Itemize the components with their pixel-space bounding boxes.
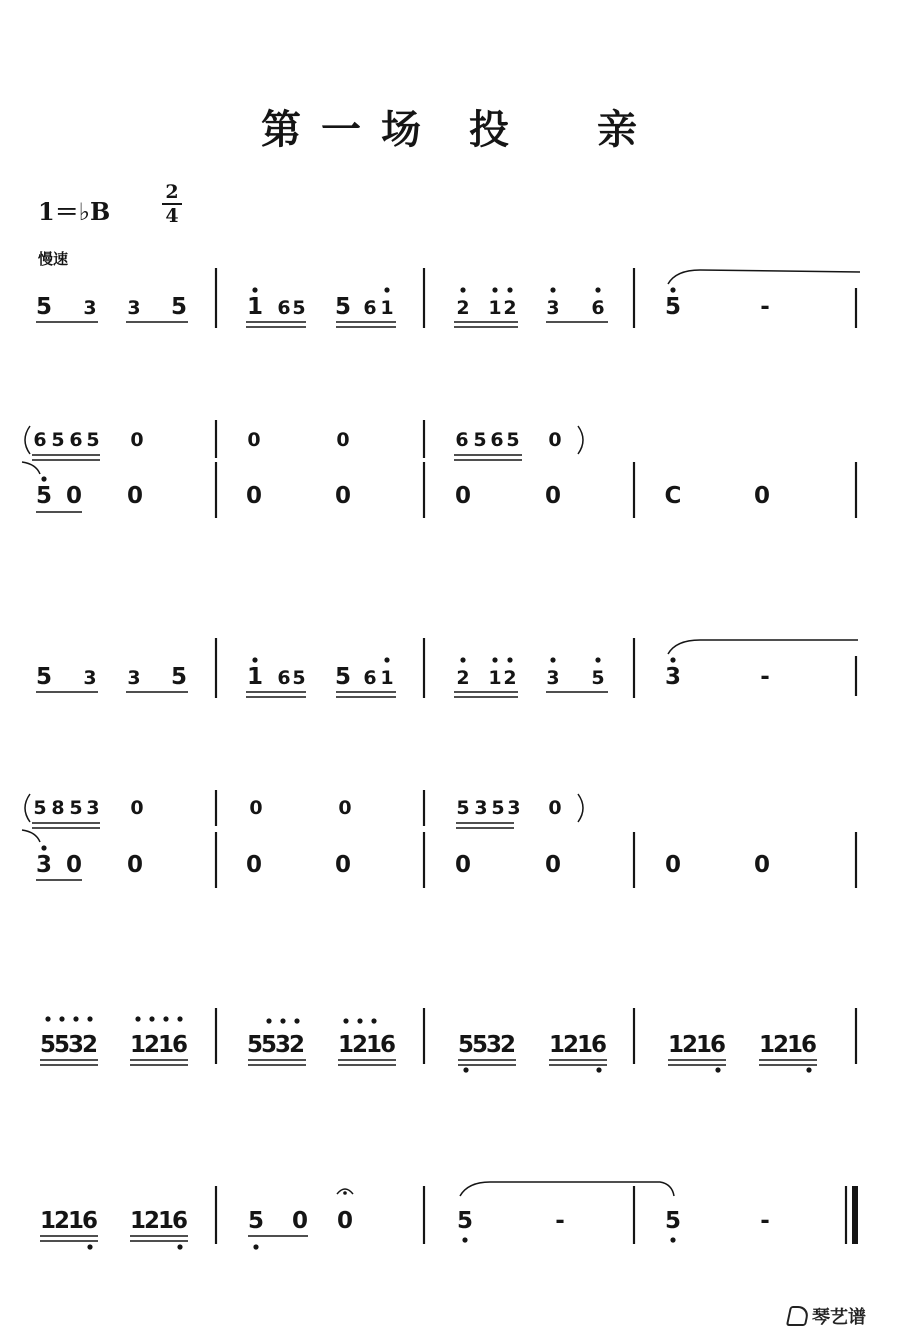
note-r1: 6 xyxy=(277,297,291,319)
title-char: 第 xyxy=(261,107,303,153)
note-r7: 6 xyxy=(379,1032,397,1058)
note-r7: 6 xyxy=(171,1032,189,1058)
note-r6: 0 xyxy=(753,852,771,878)
note-r4: 6 xyxy=(363,667,377,689)
note-r5: 5 xyxy=(69,797,83,819)
octave-dot xyxy=(384,287,389,292)
note-r7: 6 xyxy=(800,1032,818,1058)
note-r2: 6 xyxy=(33,429,47,451)
note-r7: 3 xyxy=(274,1032,292,1058)
grace-slur xyxy=(22,830,40,842)
note-r6: 0 xyxy=(454,852,472,878)
octave-dot xyxy=(343,1018,348,1023)
octave-dot xyxy=(41,845,46,850)
octave-dot xyxy=(715,1067,720,1072)
note-r3: 5 xyxy=(35,483,53,509)
note-r5: 5 xyxy=(33,797,47,819)
note-r3: 0 xyxy=(245,483,263,509)
note-r7: 2 xyxy=(772,1032,790,1058)
note-r1: 3 xyxy=(127,297,141,319)
note-r2: 6 xyxy=(69,429,83,451)
tie-arc xyxy=(668,270,860,284)
octave-dot xyxy=(41,476,46,481)
note-r1: 1 xyxy=(380,297,394,319)
note-r7: 2 xyxy=(143,1032,161,1058)
note-r4: 3 xyxy=(546,667,560,689)
note-r7: 2 xyxy=(499,1032,517,1058)
octave-dot xyxy=(163,1016,168,1021)
note-r1: 1 xyxy=(246,294,264,320)
note-r7: 2 xyxy=(81,1032,99,1058)
note-r1: 6 xyxy=(591,297,605,319)
octave-dot xyxy=(252,657,257,662)
note-r1: 5 xyxy=(35,294,53,320)
note-r8: - xyxy=(555,1208,565,1234)
note-r5: 0 xyxy=(548,797,562,819)
note-r1: 5 xyxy=(664,294,682,320)
note-r5: 5 xyxy=(456,797,470,819)
note-r3: 0 xyxy=(65,483,83,509)
note-r5: 8 xyxy=(51,797,65,819)
note-r7: 5 xyxy=(471,1032,489,1058)
note-r1: 3 xyxy=(83,297,97,319)
note-r2: 0 xyxy=(130,429,144,451)
octave-dot xyxy=(670,287,675,292)
grace-bracket-close xyxy=(578,794,583,822)
octave-dot xyxy=(87,1244,92,1249)
octave-dot xyxy=(550,287,555,292)
note-r5: 0 xyxy=(249,797,263,819)
octave-dot xyxy=(806,1067,811,1072)
note-r1: 5 xyxy=(170,294,188,320)
octave-dot xyxy=(149,1016,154,1021)
note-r1: 5 xyxy=(292,297,306,319)
note-r8: 2 xyxy=(143,1208,161,1234)
note-r1: 2 xyxy=(503,297,517,319)
note-r7: 6 xyxy=(590,1032,608,1058)
fermata-dot xyxy=(343,1191,347,1195)
note-r7: 1 xyxy=(157,1032,175,1058)
key-signature: 1＝♭B xyxy=(38,197,111,226)
note-r7: 1 xyxy=(695,1032,713,1058)
octave-dot xyxy=(280,1018,285,1023)
octave-dot xyxy=(294,1018,299,1023)
time-signature-bottom: 4 xyxy=(165,205,179,227)
note-r8: 5 xyxy=(247,1208,265,1234)
octave-dot xyxy=(177,1244,182,1249)
note-r7: 3 xyxy=(67,1032,85,1058)
note-r8: - xyxy=(760,1208,770,1234)
octave-dot xyxy=(595,657,600,662)
octave-dot xyxy=(45,1016,50,1021)
note-r3: 0 xyxy=(126,483,144,509)
note-r6: 0 xyxy=(664,852,682,878)
note-r1: - xyxy=(760,294,770,320)
note-r4: 3 xyxy=(83,667,97,689)
note-r2: 6 xyxy=(455,429,469,451)
note-r7: 5 xyxy=(457,1032,475,1058)
note-r3: 0 xyxy=(454,483,472,509)
note-r1: 6 xyxy=(363,297,377,319)
octave-dot xyxy=(384,657,389,662)
note-r2: 5 xyxy=(473,429,487,451)
title-char: 场 xyxy=(381,107,423,153)
logo-icon xyxy=(786,1306,810,1326)
note-r5: 3 xyxy=(474,797,488,819)
octave-dot xyxy=(670,1237,675,1242)
octave-dot xyxy=(595,287,600,292)
note-r4: 1 xyxy=(246,664,264,690)
note-r4: 3 xyxy=(127,667,141,689)
note-r7: 1 xyxy=(786,1032,804,1058)
note-r7: 6 xyxy=(709,1032,727,1058)
title-char: 投 xyxy=(469,107,511,153)
octave-dot xyxy=(492,287,497,292)
note-r4: 5 xyxy=(591,667,605,689)
note-r8: 1 xyxy=(157,1208,175,1234)
note-r7: 2 xyxy=(351,1032,369,1058)
note-r3: 0 xyxy=(334,483,352,509)
note-r4: 5 xyxy=(292,667,306,689)
note-r7: 1 xyxy=(337,1032,355,1058)
note-r7: 5 xyxy=(39,1032,57,1058)
octave-dot xyxy=(507,287,512,292)
note-r2: 5 xyxy=(506,429,520,451)
note-r8: 2 xyxy=(53,1208,71,1234)
note-r8: 0 xyxy=(336,1208,354,1234)
note-r4: 1 xyxy=(380,667,394,689)
note-r3: 0 xyxy=(753,483,771,509)
note-r6: 0 xyxy=(334,852,352,878)
note-r7: 5 xyxy=(260,1032,278,1058)
note-r8: 1 xyxy=(67,1208,85,1234)
note-r5: 0 xyxy=(338,797,352,819)
note-r2: 0 xyxy=(247,429,261,451)
note-r8: 5 xyxy=(664,1208,682,1234)
octave-dot xyxy=(252,287,257,292)
note-r2: 5 xyxy=(86,429,100,451)
octave-dot xyxy=(670,657,675,662)
octave-dot xyxy=(596,1067,601,1072)
octave-dot xyxy=(507,657,512,662)
logo-text: 琴艺谱 xyxy=(812,1307,866,1328)
note-r6: 0 xyxy=(126,852,144,878)
note-r7: 1 xyxy=(129,1032,147,1058)
note-r4: 5 xyxy=(334,664,352,690)
note-r6: 3 xyxy=(35,852,53,878)
note-r4: - xyxy=(760,664,770,690)
octave-dot xyxy=(463,1067,468,1072)
octave-dot xyxy=(177,1016,182,1021)
note-r6: 0 xyxy=(245,852,263,878)
octave-dot xyxy=(460,657,465,662)
octave-dot xyxy=(59,1016,64,1021)
note-r1: 2 xyxy=(456,297,470,319)
watermark-logo xyxy=(788,1303,866,1329)
note-r4: 6 xyxy=(277,667,291,689)
note-r8: 5 xyxy=(456,1208,474,1234)
note-r6: 0 xyxy=(65,852,83,878)
octave-dot xyxy=(266,1018,271,1023)
note-r7: 1 xyxy=(365,1032,383,1058)
note-r2: 6 xyxy=(490,429,504,451)
octave-dot xyxy=(73,1016,78,1021)
note-r8: 6 xyxy=(81,1208,99,1234)
note-r7: 2 xyxy=(288,1032,306,1058)
note-r4: 2 xyxy=(503,667,517,689)
grace-bracket-close xyxy=(578,426,583,454)
final-barline-thick xyxy=(852,1186,858,1244)
note-r4: 1 xyxy=(488,667,502,689)
grace-bracket-open xyxy=(25,426,30,454)
tie-arc xyxy=(460,1182,674,1196)
note-r2: 5 xyxy=(51,429,65,451)
grace-bracket-open xyxy=(25,794,30,822)
note-r2: 0 xyxy=(548,429,562,451)
octave-dot xyxy=(492,657,497,662)
note-r5: 5 xyxy=(491,797,505,819)
note-r4: 5 xyxy=(170,664,188,690)
time-signature-top: 2 xyxy=(165,181,179,203)
note-r7: 1 xyxy=(576,1032,594,1058)
octave-dot xyxy=(460,287,465,292)
note-r4: 3 xyxy=(664,664,682,690)
note-r7: 5 xyxy=(246,1032,264,1058)
note-r3: 0 xyxy=(544,483,562,509)
note-r7: 1 xyxy=(758,1032,776,1058)
note-r7: 2 xyxy=(681,1032,699,1058)
note-r5: 3 xyxy=(507,797,521,819)
title-char: 一 xyxy=(321,107,363,153)
octave-dot xyxy=(550,657,555,662)
tempo-marking: 慢速 xyxy=(38,250,69,268)
note-r7: 1 xyxy=(667,1032,685,1058)
octave-dot xyxy=(462,1237,467,1242)
note-r2: 0 xyxy=(336,429,350,451)
note-r7: 3 xyxy=(485,1032,503,1058)
note-r4: 2 xyxy=(456,667,470,689)
note-r6: 0 xyxy=(544,852,562,878)
note-r8: 1 xyxy=(129,1208,147,1234)
note-r8: 0 xyxy=(291,1208,309,1234)
note-r7: 2 xyxy=(562,1032,580,1058)
grace-slur xyxy=(22,462,40,474)
note-r1: 1 xyxy=(488,297,502,319)
octave-dot xyxy=(135,1016,140,1021)
note-r3: C xyxy=(664,483,682,509)
note-r1: 5 xyxy=(334,294,352,320)
title-char: 亲 xyxy=(597,107,639,153)
note-r8: 1 xyxy=(39,1208,57,1234)
note-r4: 5 xyxy=(35,664,53,690)
tie-arc xyxy=(668,640,858,654)
octave-dot xyxy=(87,1016,92,1021)
note-r5: 3 xyxy=(86,797,100,819)
octave-dot xyxy=(253,1244,258,1249)
octave-dot xyxy=(357,1018,362,1023)
note-r8: 6 xyxy=(171,1208,189,1234)
note-r1: 3 xyxy=(546,297,560,319)
note-r7: 5 xyxy=(53,1032,71,1058)
octave-dot xyxy=(371,1018,376,1023)
note-r5: 0 xyxy=(130,797,144,819)
note-r7: 1 xyxy=(548,1032,566,1058)
